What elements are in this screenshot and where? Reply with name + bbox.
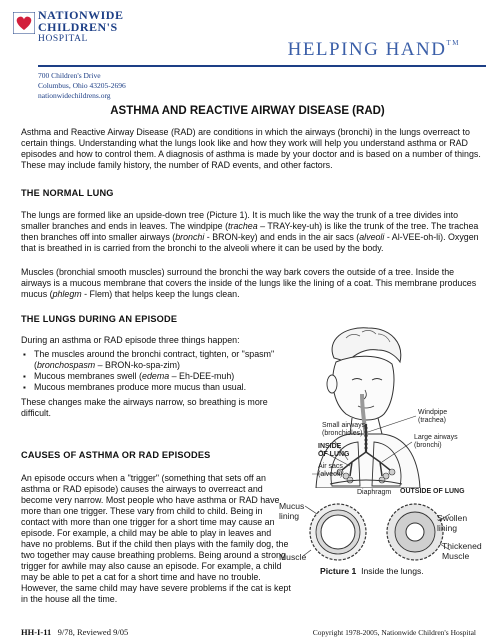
header-rule xyxy=(38,65,486,67)
footer-copyright: Copyright 1978-2005, Nationwide Children's Hospital xyxy=(312,628,476,637)
caption-label: Picture 1 xyxy=(320,566,357,576)
label-diaphragm: Diaphragm xyxy=(357,489,392,496)
hospital-address xyxy=(38,71,126,101)
normal-lung-paragraph-2: Muscles (bronchial smooth muscles) surround the bronchi the way bark covers the outside of a tree. Inside the airways is a mucous membrane that covers the inside of the lungs like the lining of a coat. This membrane produces mucus (phlegm - Flem) that helps keep the lungs clean. xyxy=(21,267,477,299)
label-thickened-muscle: Thickened Muscle xyxy=(442,541,482,561)
caption-text: Inside the lungs. xyxy=(361,566,424,576)
logo-line-1: NATIONWIDE xyxy=(38,8,124,22)
label-outside-of-lung: OUTSIDE OF LUNG xyxy=(400,488,465,495)
logo-line-2: CHILDREN'S xyxy=(38,20,118,34)
page-title: ASTHMA AND REACTIVE AIRWAY DISEASE (RAD) xyxy=(110,105,385,117)
causes-paragraph: An episode occurs when a "trigger" (something that sets off an asthma or RAD episode) causes the airways to overreact and become very narrow. Most people who have asthma or RAD have more than one trigger. These vary from child to child. Being in contact with more than one trigger for a short time may cause an episode. For example, a child may be able to play in leaves and have no problems. But if the child then plays with the family dog, the two together may cause breathing problems. Being around a strong trigger for awhile may also cause an episode. For example, a child may be able to pet a cat for a short time and have no trouble. However, the same child may have severe problems if the cat is kept in the house all the time. xyxy=(21,473,291,604)
brand-name: HELPING HAND xyxy=(287,39,447,60)
list-item: ▪ The muscles around the bronchi contract, tighten, or "spasm" (bronchospasm – BRON-ko-spa-zim) xyxy=(21,349,296,371)
heart-logo-icon xyxy=(13,12,35,34)
logo-line-3: HOSPITAL xyxy=(38,34,88,44)
helping-hand-brand xyxy=(288,39,460,61)
episode-lead: During an asthma or RAD episode three things happen: xyxy=(21,335,240,345)
normal-lung-paragraph-1: The lungs are formed like an upside-down tree (Picture 1). It is much like the way the trunk of a tree divides into smaller branches and ends in leaves. The windpipe (trachea – TRAY-key-uh) is like the trunk of the tree. The trachea then branches off into smaller airways (bronchi - BRON-key) and ends in the air sacs (alveoli - Al-VEE-oh-li). Oxygen that is breathed in is carried from the bronchi to the alveoli where it can be used by the body. xyxy=(21,210,479,253)
website: nationwidechildrens.org xyxy=(38,91,111,100)
episode-heading: THE LUNGS DURING AN EPISODE xyxy=(21,314,178,324)
label-swollen-lining: Swollen lining xyxy=(437,513,468,533)
normal-lung-heading: THE NORMAL LUNG xyxy=(21,188,114,198)
causes-heading: CAUSES OF ASTHMA OR RAD EPISODES xyxy=(21,450,211,460)
figure-caption xyxy=(320,566,424,576)
episode-after: These changes make the airways narrow, so breathing is more difficult. xyxy=(21,397,268,418)
label-mucus-lining: Mucus lining xyxy=(279,501,305,521)
normal-airway-cross-section xyxy=(303,500,373,564)
hospital-logo xyxy=(38,9,123,45)
label-muscle: Muscle xyxy=(279,552,307,562)
footer-code xyxy=(21,627,128,637)
label-large-airways: Large airways (bronchi) xyxy=(414,434,458,449)
label-small-airways: Small airways (bronchioles) xyxy=(322,422,366,437)
brand-trademark: TM xyxy=(446,39,460,47)
list-item: ▪ Mucous membranes swell (edema – Eh-DEE-muh) xyxy=(21,371,296,382)
document-code: HH-I-11 xyxy=(21,627,52,637)
episode-list xyxy=(21,335,296,419)
list-item: ▪ Mucous membranes produce more mucus than usual. xyxy=(21,382,296,393)
label-windpipe: Windpipe (trachea) xyxy=(418,409,448,424)
intro-paragraph: Asthma and Reactive Airway Disease (RAD) are conditions in which the airways (bronchi) in the lungs overreact to certain things. Understanding what the lungs look like and how they work will help you understand asthma or RAD episodes and how to control them. A diagnosis of asthma is made by your doctor and is based on a number of things. These may include family history, the number of RAD events, and other factors. xyxy=(21,127,481,170)
address-line-1: 700 Children's Drive xyxy=(38,71,101,80)
label-inside-of-lung: INSIDE OF LUNG xyxy=(318,443,350,458)
document-dates: 9/78, Reviewed 9/05 xyxy=(57,627,129,637)
label-air-sacs: Air sacs (alveoli) xyxy=(318,463,343,478)
address-line-2: Columbus, Ohio 43205-2696 xyxy=(38,81,126,90)
